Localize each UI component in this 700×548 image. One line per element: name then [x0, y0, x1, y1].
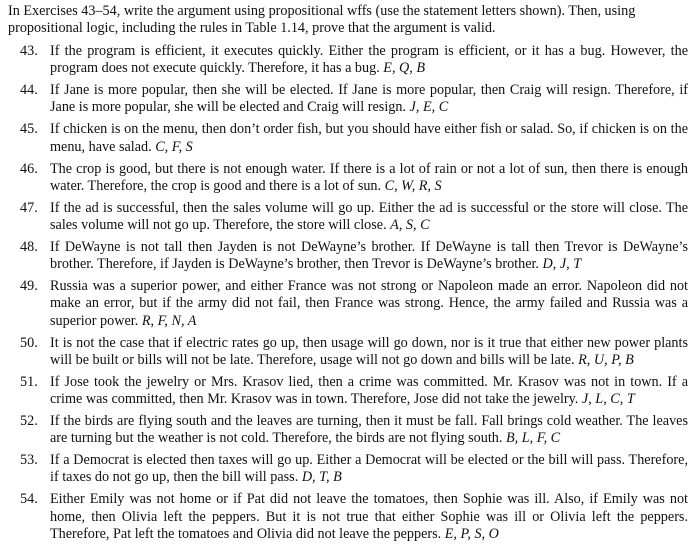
exercise-54 [20, 491, 688, 543]
statement-letters: E, Q, B [383, 60, 426, 77]
exercise-number: 44. [20, 82, 38, 99]
exercise-number: 50. [20, 334, 38, 351]
exercise-number: 53. [20, 452, 38, 469]
exercise-text: If a Democrat is elected then taxes will go up. Either a Democrat will be elected or the bill will pass. Therefore, if taxes do not go up, then the bill will pass. [50, 452, 688, 486]
exercise-52 [20, 413, 688, 448]
exercise-text: If DeWayne is not tall then Jayden is not DeWayne’s brother. If DeWayne is tall then Trevor is DeWayne’s brother. Therefore, if Jayden is DeWayne’s brother, then Trevor is DeWayne’s brother. [50, 238, 688, 273]
statement-letters: J, L, C, T [581, 391, 635, 408]
exercise-text: If Jose took the jewelry or Mrs. Krasov lied, then a crime was committed. Mr. Krasov was not in town. If a crime was committed, then Mr. Krasov was in town. Therefore, Jose did not take the jewelry. [50, 373, 688, 408]
exercise-number: 48. [20, 238, 38, 255]
statement-letters: E, P, S, O [444, 525, 499, 542]
exercise-number: 43. [20, 43, 38, 59]
exercise-49 [20, 278, 688, 330]
exercise-51 [20, 374, 688, 409]
exercise-number: 49. [20, 278, 38, 295]
exercise-text: The crop is good, but there is not enough water. If there is a lot of rain or not a lot of sun, then there is enough water. Therefore, the crop is good and there is a lot of sun. [50, 160, 688, 194]
statement-letters: J, E, C [409, 99, 449, 116]
exercise-text: If chicken is on the menu, then don’t order fish, but you should have either fish or salad. So, if chicken is on the menu, have salad. [50, 121, 688, 155]
statement-letters: R, U, P, B [578, 351, 634, 368]
exercise-53 [20, 452, 688, 487]
exercise-number: 46. [20, 160, 38, 177]
exercise-text: If the ad is successful, then the sales volume will go up. Either the ad is successful or the store will close. The sales volume will not go up. Therefore, the store will close. [50, 199, 688, 234]
exercise-number: 47. [20, 199, 38, 216]
exercise-46 [20, 161, 688, 196]
exercise-number: 52. [20, 412, 38, 429]
statement-letters: B, L, F, C [505, 430, 561, 447]
statement-letters: C, W, R, S [384, 177, 442, 194]
statement-letters: R, F, N, A [141, 312, 197, 329]
exercise-text: If Jane is more popular, then she will be elected. If Jane is more popular, then Craig will resign. Therefore, if Jane is more popular, she will be elected and Craig will resign. [50, 82, 688, 116]
exercise-50 [20, 335, 688, 370]
exercise-48 [20, 239, 688, 274]
exercise-44 [20, 82, 688, 117]
exercise-text: It is not the case that if electric rates go up, then usage will go down, nor is it true that either new power plants will be built or bills will not be late. Therefore, usage will not go down and bills will be late. [50, 334, 688, 368]
statement-letters: C, F, S [155, 138, 193, 155]
exercise-text: If the program is efficient, it executes quickly. Either the program is efficient, or it has a bug. However, the program does not execute quickly. Therefore, it has a bug. [50, 43, 688, 77]
exercise-45 [20, 121, 688, 156]
exercise-list [20, 43, 688, 548]
exercise-number: 54. [20, 491, 38, 508]
exercise-47 [20, 200, 688, 235]
exercise-text: If the birds are flying south and the leaves are turning, then it must be fall. Fall brings cold weather. The leaves are turning but the weather is not cold. Therefore, the birds are not flying south. [50, 412, 688, 447]
exercise-text: Russia was a superior power, and either France was not strong or Napoleon made an error. Napoleon did not make an error, but if the army did not fail, then France was strong. Hence, the army failed and Russia was a superior power. [50, 278, 688, 329]
statement-letters: D, J, T [542, 256, 582, 273]
exercise-text: Either Emily was not home or if Pat did not leave the tomatoes, then Sophie was ill. Also, if Emily was not home, then Olivia left the peppers. But it is not true that either Sophie was ill or Olivia left the peppers. Therefore, Pat left the tomatoes and Olivia did not leave the peppers. [50, 491, 688, 542]
statement-letters: D, T, B [301, 469, 342, 486]
exercise-instructions: In Exercises 43–54, write the argument using propositional wffs (use the statement letters shown). Then, using propositional logic, including the rules in Table 1.14, prove that the argument is valid. [8, 3, 636, 37]
exercise-number: 45. [20, 121, 38, 138]
exercise-number: 51. [20, 373, 38, 390]
statement-letters: A, S, C [390, 217, 430, 234]
exercise-43 [20, 43, 688, 78]
